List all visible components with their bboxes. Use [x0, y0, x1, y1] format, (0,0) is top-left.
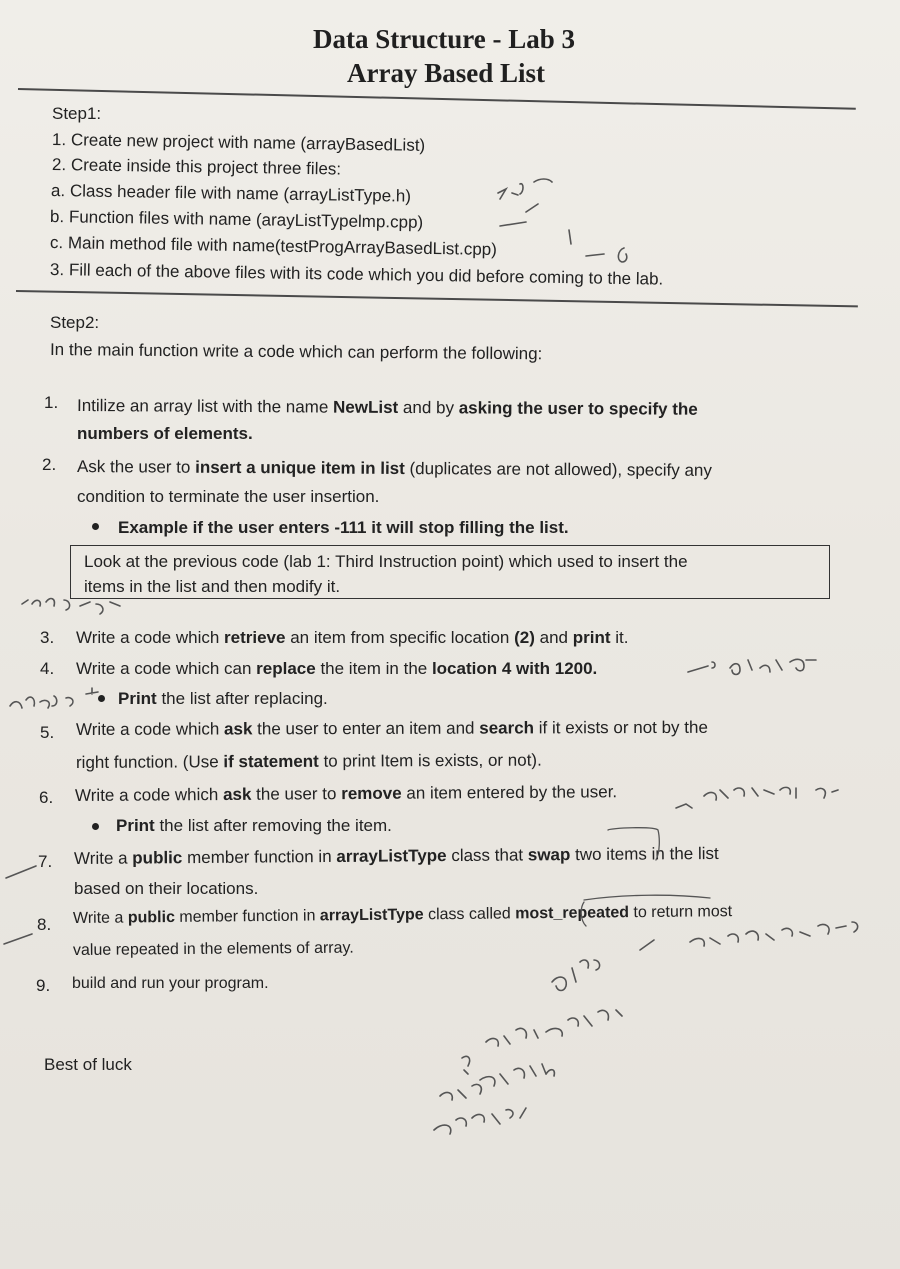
step1-line: 2. Create inside this project three files: — [51, 155, 342, 179]
item-number: 3. — [40, 628, 55, 647]
step1-line: 3. Fill each of the above files with its code which you did before coming to the lab. — [49, 260, 664, 289]
hint-line: Look at the previous code (lab 1: Third Instruction point) which used to insert the — [84, 552, 688, 571]
step1-line: a. Class header file with name (arrayListType.h) — [50, 181, 412, 206]
item-1-cont: numbers of elements. — [77, 424, 253, 443]
step1-line: c. Main method file with name(testProgArrayBasedList.cpp) — [49, 233, 498, 260]
item-number: 2. — [42, 455, 57, 474]
item-9: build and run your program. — [72, 975, 269, 992]
item-number: 4. — [40, 659, 55, 678]
item-number: 8. — [37, 915, 52, 934]
item-5-cont: right function. (Use if statement to print Item is exists, or not). — [75, 750, 542, 772]
page-title: Data Structure - Lab 3 — [313, 24, 575, 54]
item-8: Write a public member function in arrayListType class called most_repeated to return most — [72, 903, 733, 927]
page-subtitle: Array Based List — [347, 58, 545, 88]
item-6-note: Print the list after removing the item. — [116, 816, 392, 835]
item-number: 9. — [36, 976, 51, 995]
hint-line: items in the list and then modify it. — [84, 577, 341, 596]
step2-heading: Step2: — [50, 313, 100, 332]
item-1: Intilize an array list with the name NewList and by asking the user to specify the — [76, 396, 698, 419]
item-8-cont: value repeated in the elements of array. — [72, 939, 354, 959]
item-number: 6. — [39, 788, 54, 807]
item-7: Write a public member function in arrayListType class that swap two items in the list — [73, 843, 719, 868]
item-4-note: Print the list after replacing. — [118, 689, 328, 708]
item-2: Ask the user to insert a unique item in list (duplicates are not allowed), specify any — [76, 457, 712, 480]
step2-intro: In the main function write a code which can perform the following: — [49, 340, 543, 364]
step1-line: b. Function files with name (arayListTypelmp.cpp) — [49, 207, 424, 232]
item-2-cont: condition to terminate the user insertion. — [77, 487, 380, 506]
step1-heading: Step1: — [52, 104, 102, 123]
item-number: 7. — [38, 852, 53, 871]
step1-line: 1. Create new project with name (arrayBasedList) — [51, 130, 426, 155]
item-number: 5. — [40, 723, 55, 742]
closing-text: Best of luck — [44, 1055, 132, 1074]
example-note: Example if the user enters -111 it will stop filling the list. — [118, 518, 569, 537]
item-4: Write a code which can replace the item in the location 4 with 1200. — [76, 659, 598, 678]
item-number: 1. — [44, 393, 59, 412]
item-6: Write a code which ask the user to remove an item entered by the user. — [74, 782, 618, 805]
item-3: Write a code which retrieve an item from specific location (2) and print it. — [76, 628, 629, 647]
item-5: Write a code which ask the user to enter an item and search if it exists or not by the — [75, 717, 708, 739]
item-7-cont: based on their locations. — [74, 879, 259, 898]
